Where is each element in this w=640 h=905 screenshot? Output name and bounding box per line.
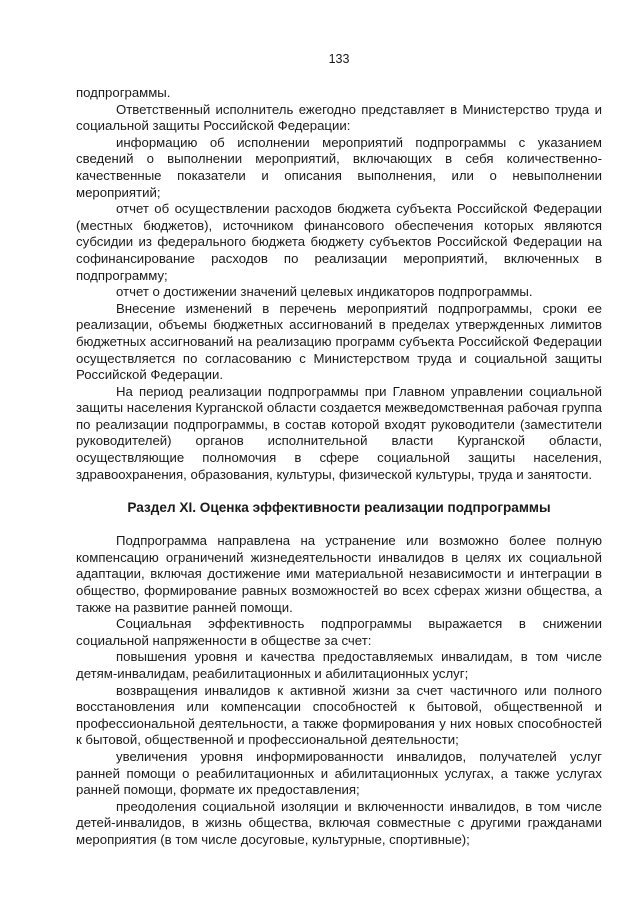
paragraph: возвращения инвалидов к активной жизни за счет частичного или полного восстановления или компенсации способностей к бытовой, общественной и профессиональной деятельности, а также формирования у них новых способностей к бытовой, общественной и профессиональной деятельности;: [76, 682, 602, 748]
paragraph: Подпрограмма направлена на устранение или возможно более полную компенсацию ограничений жизнедеятельности инвалидов в целях их социальной адаптации, включая достижение ими материальной независимости и интеграции в общество, формирование равных возможностей во всех сферах жизни общества, а также на развитие ранней помощи.: [76, 533, 602, 615]
paragraph: повышения уровня и качества предоставляемых инвалидам, в том числе детям-инвалидам, реабилитационных и абилитационных услуг;: [76, 649, 602, 681]
paragraph: отчет о достижении значений целевых индикаторов подпрограммы.: [116, 284, 533, 300]
paragraph: увеличения уровня информированности инвалидов, получателей услуг ранней помощи о реабилитационных и абилитационных услугах, а также услугах ранней помощи, формате их предоставления;: [76, 748, 602, 798]
paragraph: информацию об исполнении мероприятий подпрограммы с указанием сведений о выполнении мероприятий, включающих в себя количественно-качественные показатели и описания выполнения, или о невыполнении мероприятий;: [76, 134, 602, 200]
paragraph: подпрограммы.: [76, 85, 171, 100]
paragraph: преодоления социальной изоляции и включенности инвалидов, в том числе детей-инвалидов, в жизнь общества, включая совместные с другими гражданами мероприятия (в том числе досуговые, культурные, спортивные);: [76, 798, 602, 847]
paragraph: Внесение изменений в перечень мероприятий подпрограммы, сроки ее реализации, объемы бюджетных ассигнований в пределах утвержденных лимитов бюджетных ассигнований на реализацию программ субъекта Российской Федерации осуществляется по согласованию с Министерством труда и социальной защиты Российской Федерации.: [76, 300, 602, 383]
paragraph: Социальная эффективность подпрограммы выражается в снижении социальной напряженности в обществе за счет:: [76, 616, 602, 648]
body-text-top: [76, 85, 602, 483]
paragraph: На период реализации подпрограммы при Главном управлении социальной защиты населения Курганской области создается межведомственная рабочая группа по реализации подпрограммы, в состав которой входят руководители (заместители руководителей) органов исполнительной власти Курганской области, осуществляющие полномочия в сфере социальной защиты населения, здравоохранения, образования, культуры, физической культуры, труда и занятости.: [76, 383, 602, 482]
page-number: 133: [328, 52, 350, 66]
section-title: Раздел XI. Оценка эффективности реализации подпрограммы: [127, 500, 551, 516]
paragraph: Ответственный исполнитель ежегодно представляет в Министерство труда и социальной защиты Российской Федерации:: [76, 101, 602, 134]
body-text-section: [76, 533, 602, 848]
paragraph: отчет об осуществлении расходов бюджета субъекта Российской Федерации (местных бюджетов), источником финансового обеспечения которых являются субсидии из федерального бюджета бюджету субъектов Российской Федерации на софинансирование расходов по реализации мероприятий, включенных в подпрограмму;: [76, 201, 602, 283]
